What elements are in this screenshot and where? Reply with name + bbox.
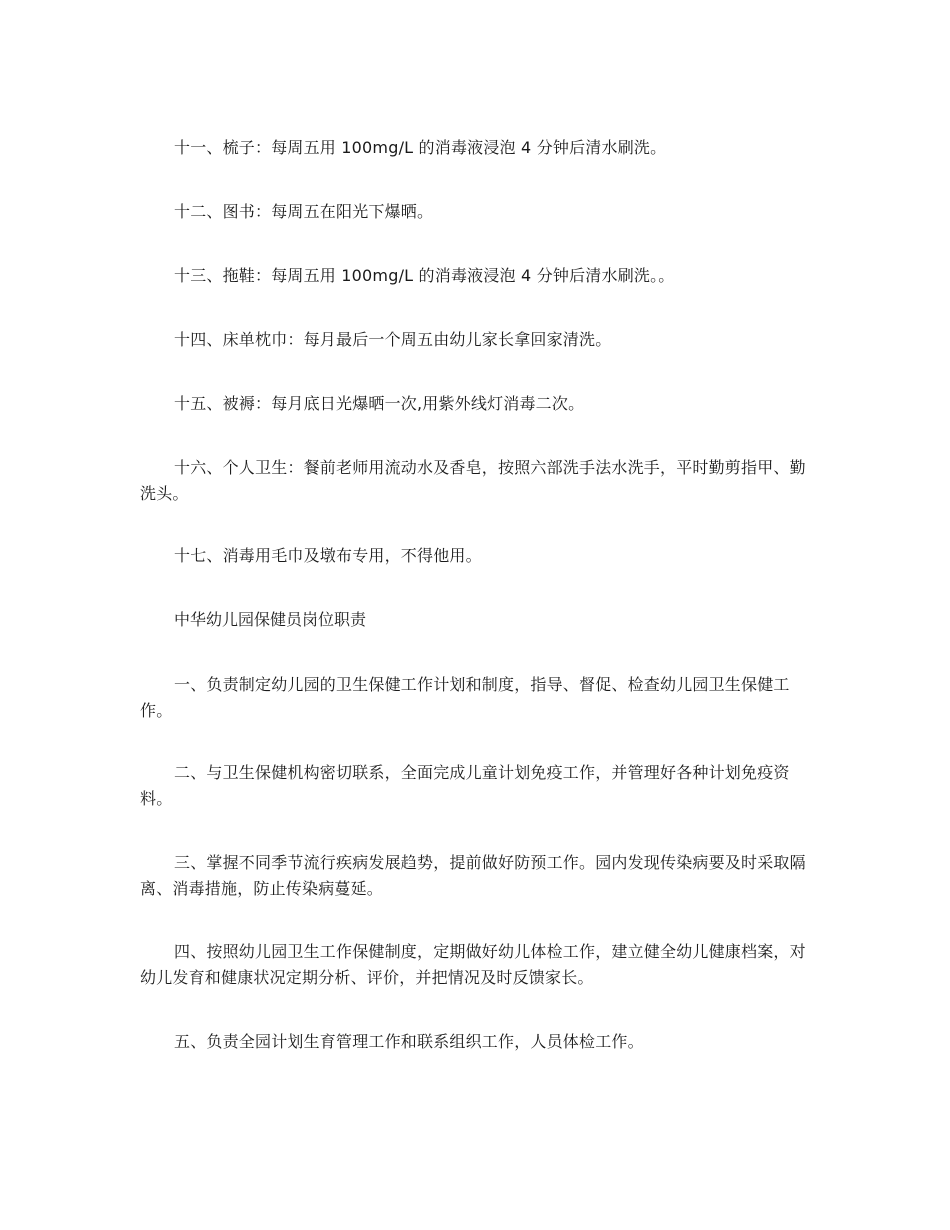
rule-16-paragraph: 十六、个人卫生：餐前老师用流动水及香皂，按照六部洗手法水洗手，平时勤剪指甲、勤洗头。	[140, 458, 806, 503]
rule-14-paragraph: 十四、床单枕巾：每月最后一个周五由幼儿家长拿回家清洗。	[174, 330, 612, 349]
rule-11-paragraph: 十一、梳子：每周五用 100mg/L 的消毒液浸泡 4 分钟后清水刷洗。	[174, 138, 667, 157]
duty-3-paragraph: 三、掌握不同季节流行疾病发展趋势，提前做好防预工作。园内发现传染病要及时采取隔离、消毒措施，防止传染病蔓延。	[140, 853, 806, 898]
section-title: 中华幼儿园保健员岗位职责	[174, 610, 367, 629]
duty-5-paragraph: 五、负责全园计划生育管理工作和联系组织工作，人员体检工作。	[174, 1032, 644, 1051]
duty-1-paragraph: 一、负责制定幼儿园的卫生保健工作计划和制度，指导、督促、检查幼儿园卫生保健工作。	[140, 675, 790, 720]
rule-17-paragraph: 十七、消毒用毛巾及墩布专用，不得他用。	[174, 546, 482, 565]
rule-12-paragraph: 十二、图书：每周五在阳光下爆晒。	[174, 202, 434, 221]
rule-15-paragraph: 十五、被褥：每月底日光爆晒一次,用紫外线灯消毒二次。	[174, 394, 585, 413]
rule-13-paragraph: 十三、拖鞋：每周五用 100mg/L 的消毒液浸泡 4 分钟后清水刷洗。。	[174, 266, 675, 285]
duty-2-paragraph: 二、与卫生保健机构密切联系，全面完成儿童计划免疫工作，并管理好各种计划免疫资料。	[140, 763, 790, 808]
duty-4-paragraph: 四、按照幼儿园卫生工作保健制度，定期做好幼儿体检工作，建立健全幼儿健康档案，对幼儿发育和健康状况定期分析、评价，并把情况及时反馈家长。	[140, 942, 806, 987]
